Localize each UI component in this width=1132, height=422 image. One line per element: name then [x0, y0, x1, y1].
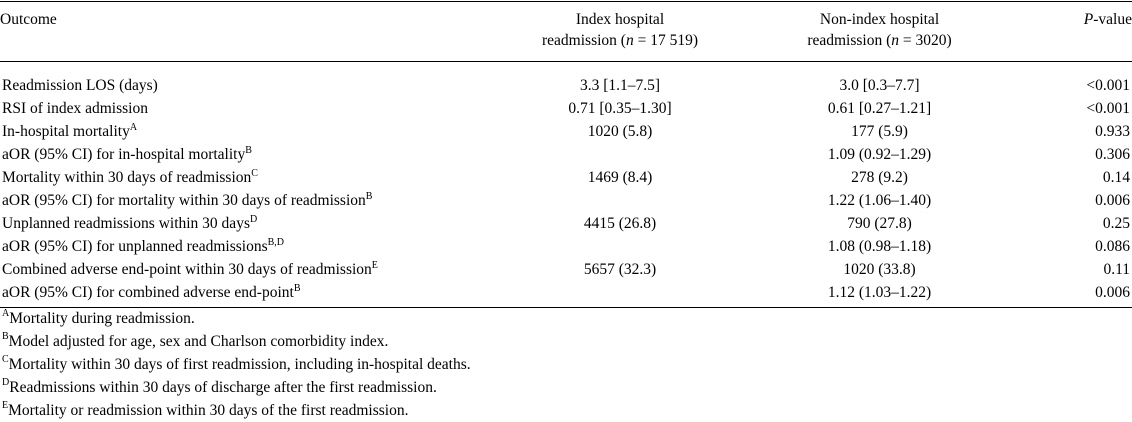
index-value-cell	[489, 189, 751, 212]
header-index-n-value: = 17 519)	[633, 32, 698, 49]
footnote-mark: D	[2, 377, 10, 388]
outcome-label: In-hospital mortality	[2, 123, 130, 140]
footnote	[2, 330, 471, 353]
header-nonindex-hospital	[751, 2, 1008, 62]
pvalue-cell: 0.25	[1102, 215, 1130, 232]
header-nonindex-n-symbol: n	[891, 32, 900, 49]
nonindex-value-cell: 1.09 (0.92–1.29)	[827, 146, 932, 163]
nonindex-value-cell: 0.61 [0.27–1.21]	[827, 100, 932, 117]
nonindex-value-cell: 3.0 [0.3–7.7]	[839, 77, 920, 94]
pvalue-cell: <0.001	[1086, 100, 1130, 117]
footnote-text: Mortality or readmission within 30 days of the first readmission.	[8, 402, 409, 419]
table-row	[0, 235, 1132, 258]
table-row	[0, 281, 1132, 308]
header-index-line1: Index hospital	[575, 11, 665, 28]
outcome-cell	[0, 166, 489, 189]
outcome-label: aOR (95% CI) for combined adverse end-point	[2, 284, 294, 301]
footnote	[2, 376, 471, 399]
pvalue-cell: 0.11	[1103, 261, 1130, 278]
table-row	[0, 120, 1132, 143]
footnote-text: Mortality during readmission.	[9, 310, 195, 327]
header-nonindex-line2-prefix: readmission (	[807, 32, 892, 49]
footnote-text: Readmissions within 30 days of discharge after the first readmission.	[9, 379, 437, 396]
footnote	[2, 399, 471, 422]
index-value-cell: 5657 (32.3)	[583, 261, 657, 278]
outcome-label: aOR (95% CI) for in-hospital mortality	[2, 146, 246, 163]
footnote-marker: B,D	[267, 237, 285, 248]
outcome-cell	[0, 281, 489, 308]
table-row	[0, 143, 1132, 166]
footnote-marker: B	[293, 283, 301, 294]
index-value-cell: 1469 (8.4)	[587, 169, 653, 186]
table-row	[0, 212, 1132, 235]
header-pvalue-rest: -value	[1093, 11, 1132, 28]
table-row	[0, 166, 1132, 189]
footnote-marker: E	[371, 260, 378, 271]
index-value-cell: 3.3 [1.1–7.5]	[579, 77, 661, 94]
index-value-cell: 1020 (5.8)	[587, 123, 653, 140]
outcome-cell	[0, 97, 489, 120]
footnote	[2, 353, 471, 376]
pvalue-cell: 0.933	[1095, 123, 1130, 140]
footnote-mark: C	[2, 354, 9, 365]
nonindex-value-cell: 1.12 (1.03–1.22)	[751, 281, 1008, 308]
outcome-label: Unplanned readmissions within 30 days	[2, 215, 250, 232]
header-pvalue-p: P	[1083, 11, 1094, 28]
header-outcome-label: Outcome	[0, 11, 57, 28]
outcome-label: Readmission LOS (days)	[2, 77, 158, 94]
footnote-mark: B	[2, 331, 9, 342]
pvalue-cell: 0.006	[1008, 281, 1132, 308]
header-index-hospital	[489, 2, 751, 62]
pvalue-cell: 0.14	[1102, 169, 1130, 186]
table-row	[0, 62, 1132, 98]
footnote	[2, 307, 471, 330]
pvalue-cell: <0.001	[1086, 77, 1130, 94]
nonindex-value-cell: 790 (27.8)	[847, 215, 912, 232]
table-footnotes	[2, 307, 471, 422]
outcome-cell	[0, 62, 489, 98]
index-value-cell	[489, 235, 751, 258]
table-row	[0, 97, 1132, 120]
table-row	[0, 189, 1132, 212]
header-index-n-symbol: n	[625, 32, 634, 49]
outcome-label: aOR (95% CI) for unplanned readmissions	[2, 238, 268, 255]
footnote-marker: A	[129, 122, 138, 133]
index-value-cell: 4415 (26.8)	[583, 215, 657, 232]
footnote-marker: D	[249, 214, 258, 225]
footnote-text: Mortality within 30 days of first readmission, including in-hospital deaths.	[8, 356, 471, 373]
nonindex-value-cell: 1.08 (0.98–1.18)	[827, 238, 932, 255]
header-outcome	[0, 2, 489, 62]
nonindex-value-cell: 1.22 (1.06–1.40)	[827, 192, 932, 209]
footnote-text: Model adjusted for age, sex and Charlson comorbidity index.	[8, 333, 389, 350]
header-index-line2-prefix: readmission (	[542, 32, 626, 49]
pvalue-cell: 0.086	[1095, 238, 1130, 255]
outcome-cell	[0, 212, 489, 235]
outcome-label: aOR (95% CI) for mortality within 30 days of readmission	[2, 192, 366, 209]
header-nonindex-line1: Non-index hospital	[819, 11, 940, 28]
index-value-cell	[489, 281, 751, 308]
outcome-cell	[0, 258, 489, 281]
pvalue-cell: 0.306	[1095, 146, 1130, 163]
nonindex-value-cell: 177 (5.9)	[851, 123, 908, 140]
pvalue-cell: 0.006	[1095, 192, 1130, 209]
footnote-mark: A	[2, 308, 10, 319]
table-header-row	[0, 2, 1132, 62]
header-pvalue	[1008, 2, 1132, 62]
index-value-cell: 0.71 [0.35–1.30]	[568, 100, 672, 117]
outcome-cell	[0, 235, 489, 258]
header-nonindex-n-value: = 3020)	[899, 32, 952, 49]
table-row	[0, 258, 1132, 281]
outcome-cell	[0, 143, 489, 166]
outcome-label: Mortality within 30 days of readmission	[2, 169, 252, 186]
nonindex-value-cell: 278 (9.2)	[851, 169, 908, 186]
outcomes-table	[0, 1, 1132, 308]
outcome-label: RSI of index admission	[2, 100, 148, 117]
outcome-cell	[0, 120, 489, 143]
nonindex-value-cell: 1020 (33.8)	[843, 261, 916, 278]
index-value-cell	[489, 143, 751, 166]
footnote-marker: C	[251, 168, 258, 179]
footnote-marker: B	[365, 191, 373, 202]
footnote-mark: E	[2, 400, 9, 411]
outcome-label: Combined adverse end-point within 30 days of readmission	[2, 261, 372, 278]
footnote-marker: B	[245, 145, 252, 156]
outcome-cell	[0, 189, 489, 212]
